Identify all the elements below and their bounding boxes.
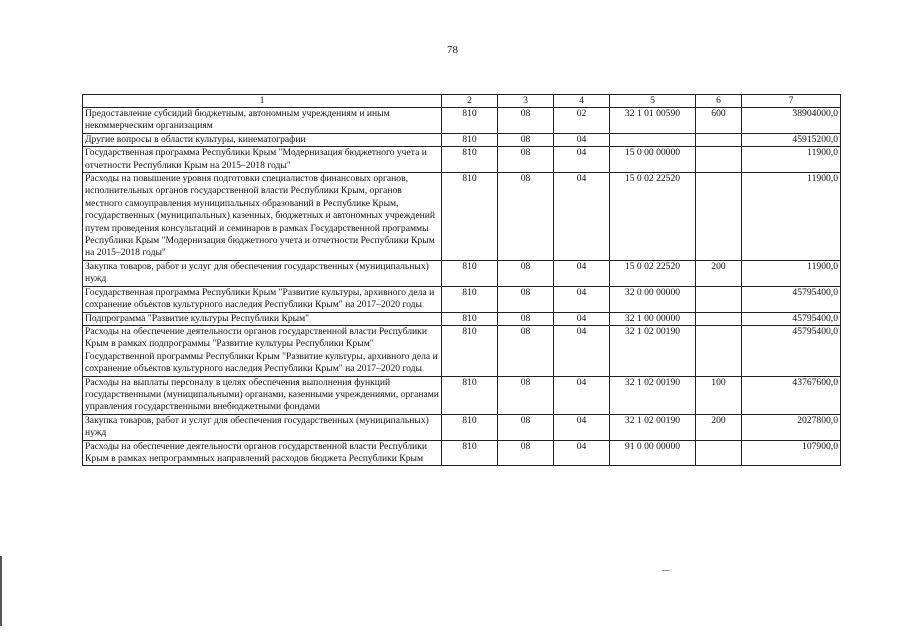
row-ministry-code: 810 xyxy=(442,286,498,312)
row-subsection-code: 04 xyxy=(554,312,610,325)
scan-edge-mark xyxy=(0,556,2,626)
table-row xyxy=(83,133,841,146)
row-expense-type: 200 xyxy=(696,260,742,286)
header-cell: 5 xyxy=(610,95,696,108)
row-section-code: 08 xyxy=(498,440,554,466)
row-ministry-code: 810 xyxy=(442,133,498,146)
row-amount: 43767600,0 xyxy=(742,376,841,414)
row-ministry-code: 810 xyxy=(442,312,498,325)
row-name: Закупка товаров, работ и услуг для обеспечения государственных (муниципальных) нужд xyxy=(83,260,442,286)
header-cell: 7 xyxy=(742,95,841,108)
row-target-article: 32 1 02 00190 xyxy=(610,325,696,376)
row-target-article: 91 0 00 00000 xyxy=(610,440,696,466)
row-subsection-code: 04 xyxy=(554,414,610,440)
row-name: Расходы на выплаты персоналу в целях обеспечения выполнения функций государственными (муниципальными) органами, казенными учреждениями, органами управления государственными внебюджетными фондами xyxy=(83,376,442,414)
row-target-article: 15 0 00 00000 xyxy=(610,147,696,173)
row-expense-type: 100 xyxy=(696,376,742,414)
row-section-code: 08 xyxy=(498,312,554,325)
row-section-code: 08 xyxy=(498,414,554,440)
row-amount: 11900,0 xyxy=(742,260,841,286)
page-number: 78 xyxy=(447,44,458,56)
header-cell: 1 xyxy=(83,95,442,108)
row-amount: 11900,0 xyxy=(742,173,841,261)
row-name: Государственная программа Республики Крым "Модернизация бюджетного учета и отчетности Республики Крым на 2015–2018 годы" xyxy=(83,147,442,173)
row-expense-type xyxy=(696,173,742,261)
row-ministry-code: 810 xyxy=(442,440,498,466)
row-ministry-code: 810 xyxy=(442,173,498,261)
table-row xyxy=(83,312,841,325)
table-row xyxy=(83,286,841,312)
row-target-article: 32 0 00 00000 xyxy=(610,286,696,312)
row-subsection-code: 02 xyxy=(554,108,610,134)
row-ministry-code: 810 xyxy=(442,260,498,286)
row-expense-type xyxy=(696,147,742,173)
row-name: Расходы на обеспечение деятельности органов государственной власти Республики Крым в рамках непрограммных направлений расходов бюджета Республики Крым xyxy=(83,440,442,466)
table-row xyxy=(83,376,841,414)
table-row xyxy=(83,440,841,466)
table-row xyxy=(83,260,841,286)
row-amount: 107900,0 xyxy=(742,440,841,466)
row-section-code: 08 xyxy=(498,108,554,134)
row-name: Другие вопросы в области культуры, кинематографии xyxy=(83,133,442,146)
row-subsection-code: 04 xyxy=(554,286,610,312)
header-cell: 6 xyxy=(696,95,742,108)
row-amount: 45795400,0 xyxy=(742,286,841,312)
row-ministry-code: 810 xyxy=(442,414,498,440)
row-subsection-code: 04 xyxy=(554,440,610,466)
row-section-code: 08 xyxy=(498,286,554,312)
table-row xyxy=(83,414,841,440)
row-name: Закупка товаров, работ и услуг для обеспечения государственных (муниципальных) нужд xyxy=(83,414,442,440)
row-section-code: 08 xyxy=(498,133,554,146)
row-ministry-code: 810 xyxy=(442,147,498,173)
row-expense-type xyxy=(696,440,742,466)
row-amount: 45795400,0 xyxy=(742,325,841,376)
row-name: Подпрограмма "Развитие культуры Республики Крым" xyxy=(83,312,442,325)
header-cell: 2 xyxy=(442,95,498,108)
row-expense-type xyxy=(696,133,742,146)
row-subsection-code: 04 xyxy=(554,147,610,173)
row-ministry-code: 810 xyxy=(442,325,498,376)
table-row xyxy=(83,325,841,376)
row-target-article: 32 1 02 00190 xyxy=(610,376,696,414)
row-expense-type xyxy=(696,325,742,376)
table-row xyxy=(83,108,841,134)
header-cell: 3 xyxy=(498,95,554,108)
table-row xyxy=(83,147,841,173)
row-section-code: 08 xyxy=(498,173,554,261)
table-row xyxy=(83,173,841,261)
row-subsection-code: 04 xyxy=(554,173,610,261)
row-target-article: 15 0 02 22520 xyxy=(610,173,696,261)
row-section-code: 08 xyxy=(498,376,554,414)
row-ministry-code: 810 xyxy=(442,376,498,414)
row-section-code: 08 xyxy=(498,260,554,286)
row-amount: 45795400,0 xyxy=(742,312,841,325)
row-name: Расходы на повышение уровня подготовки специалистов финансовых органов, исполнительных органов государственной власти Республики Крым, органов местного самоуправления муниципальных образований в Республике Крым, государственных (муниципальных) казенных, бюджетных и автономных учреждений путем проведения консультаций и семинаров в рамках Государственной программы Республики Крым "Модернизация бюджетного учета и отчетности Республики Крым на 2015–2018 годы" xyxy=(83,173,442,261)
row-section-code: 08 xyxy=(498,325,554,376)
row-subsection-code: 04 xyxy=(554,325,610,376)
row-expense-type xyxy=(696,286,742,312)
scan-dash-mark xyxy=(662,570,670,571)
row-subsection-code: 04 xyxy=(554,260,610,286)
header-cell: 4 xyxy=(554,95,610,108)
row-target-article: 32 1 01 00590 xyxy=(610,108,696,134)
row-ministry-code: 810 xyxy=(442,108,498,134)
row-amount: 2027800,0 xyxy=(742,414,841,440)
row-expense-type xyxy=(696,312,742,325)
row-target-article: 15 0 02 22520 xyxy=(610,260,696,286)
row-amount: 11900,0 xyxy=(742,147,841,173)
row-name: Предоставление субсидий бюджетным, автономным учреждениям и иным некоммерческим организациям xyxy=(83,108,442,134)
row-target-article: 32 1 02 00190 xyxy=(610,414,696,440)
row-name: Расходы на обеспечение деятельности органов государственной власти Республики Крым в рамках подпрограммы "Развитие культуры Республики Крым" Государственной программы Республики Крым "Развитие культуры, архивного дела и сохранение объектов культурного наследия Республики Крым" на 2017–2020 годы xyxy=(83,325,442,376)
row-subsection-code: 04 xyxy=(554,376,610,414)
row-amount: 45915200,0 xyxy=(742,133,841,146)
row-name: Государственная программа Республики Крым "Развитие культуры, архивного дела и сохранение объектов культурного наследия Республики Крым" на 2017–2020 годы xyxy=(83,286,442,312)
row-amount: 38904000,0 xyxy=(742,108,841,134)
row-target-article: 32 1 00 00000 xyxy=(610,312,696,325)
header-row xyxy=(83,95,841,108)
row-expense-type: 600 xyxy=(696,108,742,134)
row-target-article xyxy=(610,133,696,146)
budget-table xyxy=(82,94,841,466)
row-expense-type: 200 xyxy=(696,414,742,440)
row-section-code: 08 xyxy=(498,147,554,173)
row-subsection-code: 04 xyxy=(554,133,610,146)
